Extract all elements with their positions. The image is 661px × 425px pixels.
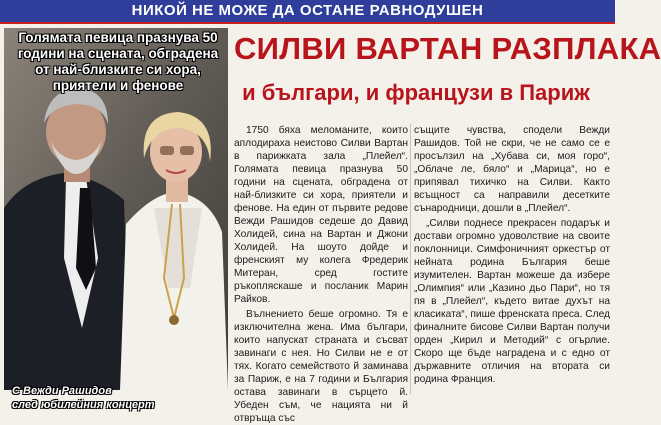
kicker-banner: НИКОЙ НЕ МОЖЕ ДА ОСТАНЕ РАВНОДУШЕН [0, 0, 615, 24]
article-paragraph: Вълнението беше огромно. Тя е изключителна жена. Има българи, които напускат страната и съсват завинаги с нея. Но Силви не е от тях. Когато семейството й заминава за Париж, е на 7 години и България остава завинаги в сърцето й. Убеден съм, че нацията ни й отвръща със [234, 309, 408, 424]
photo-lede: Голямата певица празнува 50 години на сцената, обградена от най-близките си хора, приятели и фенове [17, 30, 219, 93]
article-photo [4, 28, 228, 411]
headline-sub: и българи, и французи в Париж [242, 80, 590, 105]
photo-caption [12, 384, 226, 412]
photo-caption-line1: С Вежди Рашидов [12, 385, 112, 397]
article-column-1 [234, 124, 408, 424]
column-divider [410, 124, 411, 394]
article-column-2 [414, 124, 610, 396]
photo-caption-line2: след юбилейния концерт [12, 399, 155, 411]
article-paragraph: същите чувства, сподели Вежди Рашидов. Той не скри, че не само се е просълзил на „Хубава си, моя горо“, „Облаче ле, бяло“ и „Марица“, но е припявал тихичко на Силви. Както всъщност са направили десетките сънародници, дошли в „Плейел“. [414, 125, 610, 214]
headline-main: СИЛВИ ВАРТАН РАЗПЛАКА [234, 31, 661, 66]
article-paragraph: „Силви поднесе прекрасен подарък и достави огромно удоволствие на своите поклонници. Симфоничният оркестър от нейната родина България беше изумителен. Вартан можеше да избере „Олимпия“ или „Казино дьо Пари“, но тя пя в „Плейел“, където витае духът на класиката“, пише френската преса. След финалните бисове Силви Вартан получи орден „Кирил и Методий“ с огърлие. Скоро ще бъде наградена и с едно от държавните отличия на втората си родина Франция. [414, 218, 610, 385]
article-paragraph: 1750 бяха меломаните, които аплодираха неистово Силви Вартан в парижката зала „Плейел“. Голямата певица празнува 50 години на сцената, обградена от най-близките си хора, приятели и фенове. На един от първите редове Вежди Рашидов седеше до Давид Холидей, сина на Вартан и Джони Холидей. На шоуто дойде и френският му колега Фредерик Митеран, сред гостите ръкопляскаше и посланик Марин Райков. [234, 125, 408, 305]
